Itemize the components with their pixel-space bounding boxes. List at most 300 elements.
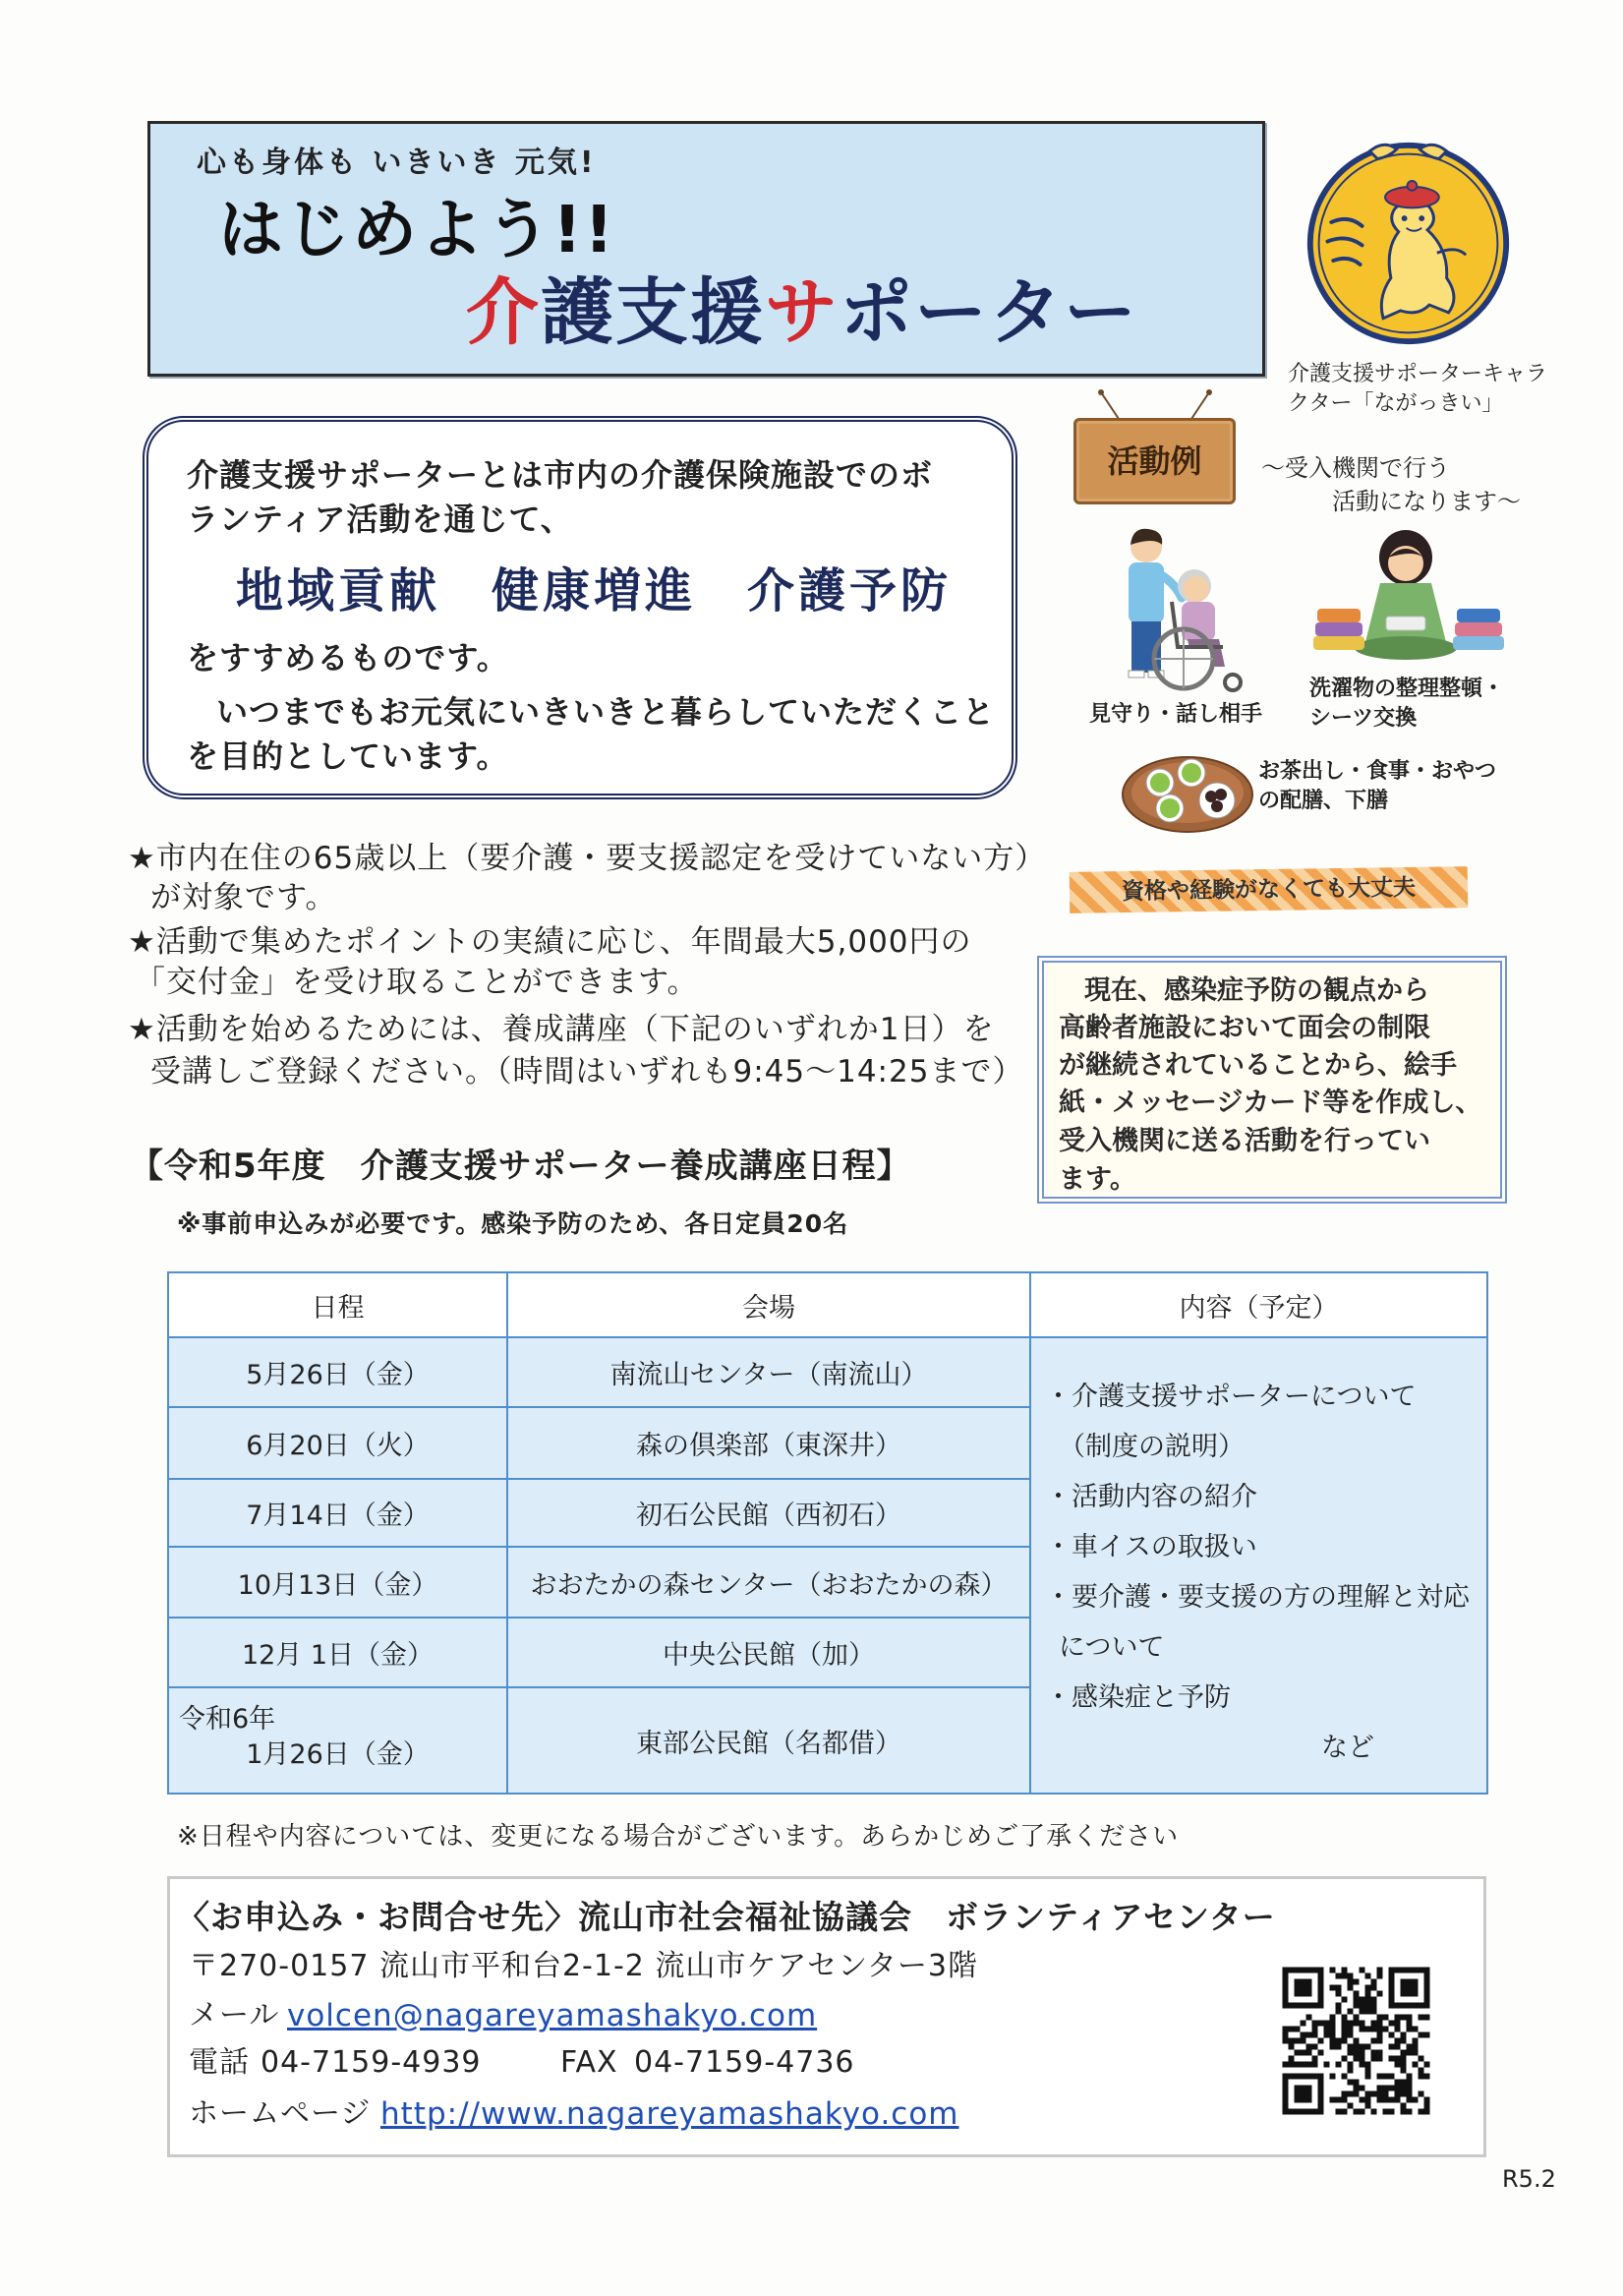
bullet-text: 「交付金」を受け取ることができます。 [135,965,699,1000]
qr-module [1365,2068,1371,2074]
qr-module [1318,2074,1324,2080]
qr-module [1306,2062,1312,2068]
qr-module [1407,2074,1413,2080]
qr-module [1424,2003,1430,2009]
qr-module [1401,2109,1407,2115]
qr-module [1283,2032,1289,2038]
qr-module [1336,1985,1342,1991]
qr-module [1354,2086,1360,2091]
qr-module [1306,2091,1312,2097]
qr-module [1395,2038,1401,2044]
content-item: について [1059,1632,1165,1663]
qr-module [1377,2074,1383,2080]
qr-module [1330,2027,1336,2032]
mascot-caption: クター「ながっきい」 [1288,391,1504,416]
qr-module [1318,1973,1324,1979]
qr-module [1401,1979,1407,1985]
qr-module [1360,2056,1365,2062]
qr-module [1342,2032,1348,2038]
content-list [1031,1338,1486,1773]
qr-module [1365,2103,1371,2109]
mascot-illustration [1303,138,1514,349]
qr-module [1424,2032,1430,2038]
qr-module [1407,1979,1413,1985]
qr-module [1360,2044,1365,2050]
qr-module [1295,1985,1301,1991]
table-row [168,1337,1487,1407]
qr-module [1413,2097,1419,2103]
qr-module [1283,1991,1289,1997]
qr-module [1377,2032,1383,2038]
qr-module [1371,1997,1377,2003]
qr-module [1289,2038,1295,2044]
notice-text: 受入機関に送る活動を行ってい [1059,1126,1430,1156]
qr-module [1371,2027,1377,2032]
qr-module [1306,2086,1312,2091]
bullet-text: ★活動を始めるためには、養成講座（下記のいずれか1日）を [128,1012,995,1047]
qr-module [1283,1997,1289,2003]
schedule-footnote: ※日程や内容については、変更になる場合がございます。あらかじめご了承ください [177,1822,1180,1852]
qr-module [1324,2032,1330,2038]
qr-module [1389,2097,1395,2103]
qr-module [1419,2056,1424,2062]
title-part: ポーター [840,270,1138,355]
qr-module [1312,2032,1318,2038]
qr-module [1318,2097,1324,2103]
email-link[interactable]: volcen@nagareyamashakyo.com [287,1998,818,2033]
qr-module [1342,1997,1348,2003]
qr-module [1377,2056,1383,2062]
qr-module [1407,2003,1413,2009]
qr-module [1424,1997,1430,2003]
qr-module [1407,2091,1413,2097]
venue-cell: おおたかの森センター（おおたかの森） [507,1547,1030,1618]
qr-module [1283,2086,1289,2091]
qr-module [1324,2027,1330,2032]
table-header-row [168,1272,1487,1337]
bullet-text: 受講しご登録ください。（時間はいずれも9:45～14:25まで） [150,1054,1024,1089]
headline: はじめよう!! [218,192,616,267]
qr-module [1348,1985,1354,1991]
content-item: ・感染症と予防 [1045,1682,1231,1713]
venue-cell: 初石公民館（西初石） [507,1479,1030,1547]
contact-address: 〒270-0157 流山市平和台2-1-2 流山市ケアセンター3階 [189,1949,979,1983]
date-year: 令和6年 [179,1704,276,1735]
qr-module [1395,2062,1401,2068]
qr-module [1377,2050,1383,2056]
qr-module [1289,2044,1295,2050]
qr-module [1401,1968,1407,1973]
qr-module [1377,2091,1383,2097]
intro-text: いつまでもお元気にいきいきと暮らしていただくこと [216,693,996,731]
qr-module [1360,2027,1365,2032]
qr-module [1301,2097,1306,2103]
qr-module [1283,1979,1289,1985]
qr-module [1283,2062,1289,2068]
qr-module [1401,2068,1407,2074]
qr-module [1419,2091,1424,2097]
qr-module [1306,2074,1312,2080]
qr-module [1407,2109,1413,2115]
qr-module [1336,2097,1342,2103]
qr-module [1312,2109,1318,2115]
qr-module [1354,1997,1360,2003]
phone-label: 電話 [189,2045,250,2080]
qr-module [1312,2056,1318,2062]
qr-module [1324,2062,1330,2068]
qr-module [1365,2044,1371,2050]
venue-cell: 森の倶楽部（東深井） [507,1407,1030,1479]
qr-module [1401,2032,1407,2038]
qr-module [1401,2062,1407,2068]
qr-module [1283,2038,1289,2044]
qr-module [1306,1968,1312,1973]
qr-module [1424,1973,1430,1979]
qr-module [1301,2032,1306,2038]
date-cell [168,1687,507,1794]
qr-module [1295,2062,1301,2068]
qr-module [1318,1985,1324,1991]
qr-module [1289,2003,1295,2009]
qr-module [1424,2103,1430,2109]
fax-label: FAX [560,2045,618,2080]
qr-module [1360,2009,1365,2015]
qr-module [1365,1985,1371,1991]
qr-module [1289,2109,1295,2115]
qr-module [1419,2015,1424,2021]
qr-module [1301,2091,1306,2097]
qr-module [1306,2109,1312,2115]
qr-module [1413,1991,1419,1997]
qr-module [1342,2109,1348,2115]
qr-module [1383,2074,1389,2080]
qr-module [1424,1985,1430,1991]
qr-code[interactable] [1280,1965,1432,2117]
qr-module [1295,2050,1301,2056]
qr-module [1401,2003,1407,2009]
qr-module [1283,1985,1289,1991]
qr-module [1289,2056,1295,2062]
qr-module [1348,2021,1354,2027]
qr-module [1389,2044,1395,2050]
activity-caption: 見守り・話し相手 [1089,702,1263,727]
content-cell [1030,1337,1487,1794]
qr-module [1318,2091,1324,2097]
qr-module [1389,1973,1395,1979]
qr-module [1371,2050,1377,2056]
qr-module [1306,2044,1312,2050]
qr-module [1389,2021,1395,2027]
qr-module [1306,1991,1312,1997]
qr-module [1283,2027,1289,2032]
bullet-text: ★市内在住の65歳以上（要介護・要支援認定を受けていない方） [128,841,1047,876]
qr-module [1401,1985,1407,1991]
qr-module [1401,2015,1407,2021]
qr-module [1301,1991,1306,1997]
qr-module [1348,1973,1354,1979]
qr-module [1342,2074,1348,2080]
qr-module [1389,1985,1395,1991]
qr-module [1365,2027,1371,2032]
qr-module [1407,2050,1413,2056]
qr-module [1365,2062,1371,2068]
date-text: 1月26日（金） [246,1739,430,1770]
qr-module [1342,1968,1348,1973]
qr-module [1377,1973,1383,1979]
qr-module [1407,2027,1413,2032]
qr-module [1318,1991,1324,1997]
qr-module [1301,2062,1306,2068]
qr-module [1283,2074,1289,2080]
qr-module [1318,2103,1324,2109]
qr-module [1354,2056,1360,2062]
qr-module [1318,2109,1324,2115]
qr-module [1389,1991,1395,1997]
date-cell: 6月20日（火） [168,1407,507,1479]
qr-module [1301,2109,1306,2115]
qr-module [1354,1991,1360,1997]
qr-module [1413,1968,1419,1973]
qr-module [1389,2003,1395,2009]
qr-module [1330,1985,1336,1991]
qr-module [1389,2086,1395,2091]
qr-module [1301,2038,1306,2044]
qr-module [1306,2097,1312,2103]
venue-cell: 東部公民館（名都借） [507,1687,1030,1794]
qr-module [1354,2050,1360,2056]
qr-module [1295,2027,1301,2032]
qr-module [1395,2091,1401,2097]
intro-text: をすすめるものです。 [187,639,509,677]
qr-module [1413,1985,1419,1991]
qr-module [1283,2080,1289,2086]
qr-module [1342,2038,1348,2044]
qr-module [1354,2109,1360,2115]
qr-module [1383,2015,1389,2021]
qr-module [1413,2050,1419,2056]
qr-module [1312,1968,1318,1973]
title-part: サ [765,270,840,355]
qr-module [1413,2027,1419,2032]
mascot-caption: 介護支援サポーターキャラ [1288,362,1548,386]
qr-module [1354,2015,1360,2021]
qr-module [1383,2097,1389,2103]
qr-module [1424,1991,1430,1997]
qr-module [1377,2027,1383,2032]
schedule-table [167,1271,1488,1795]
qr-module [1306,2015,1312,2021]
qr-module [1354,2080,1360,2086]
qr-module [1407,1985,1413,1991]
qr-module [1295,2091,1301,2097]
qr-module [1371,1985,1377,1991]
qr-module [1312,2003,1318,2009]
qr-module [1283,2103,1289,2109]
qr-module [1330,2015,1336,2021]
qr-module [1383,2027,1389,2032]
qr-module [1354,2038,1360,2044]
tea-tray-illustration [1119,739,1256,838]
notice-text: 紙・メッセージカード等を作成し、 [1059,1088,1482,1118]
qr-module [1371,2109,1377,2115]
qr-module [1295,2086,1301,2091]
qr-module [1371,2009,1377,2015]
qr-module [1424,1968,1430,1973]
title-part: 介 [466,270,541,355]
homepage-link[interactable]: http://www.nagareyamashakyo.com [380,2096,959,2132]
intro-keywords: 地域貢献 健康増進 介護予防 [236,563,953,618]
qr-module [1395,1968,1401,1973]
qr-module [1419,2032,1424,2038]
qr-module [1330,2021,1336,2027]
qr-module [1377,2097,1383,2103]
qr-module [1348,2027,1354,2032]
qr-module [1342,1973,1348,1979]
notice-text: が継続されていることから、絵手 [1059,1050,1457,1081]
qr-module [1289,2027,1295,2032]
qr-module [1342,2056,1348,2062]
qr-module [1395,2044,1401,2050]
qr-module [1301,1968,1306,1973]
qr-module [1365,2009,1371,2015]
phone-number: 04-7159-4939 [261,2045,482,2080]
qr-module [1295,2109,1301,2115]
qr-module [1336,2038,1342,2044]
qr-module [1360,2003,1365,2009]
qr-module [1407,2021,1413,2027]
qr-module [1424,2015,1430,2021]
qr-module [1371,2038,1377,2044]
qr-module [1289,2074,1295,2080]
qr-module [1342,2027,1348,2032]
qr-module [1283,1968,1289,1973]
qr-module [1301,2021,1306,2027]
qr-module [1407,2086,1413,2091]
qr-module [1295,1968,1301,1973]
qr-module [1312,2044,1318,2050]
qr-module [1407,2080,1413,2086]
qr-module [1354,2044,1360,2050]
email-label: メール [189,1998,280,2032]
qr-module [1336,1973,1342,1979]
venue-cell: 南流山センター（南流山） [507,1337,1030,1407]
qr-module [1342,2097,1348,2103]
qr-module [1312,2027,1318,2032]
qr-module [1295,2038,1301,2044]
qr-module [1365,2074,1371,2080]
activity-caption: の配膳、下膳 [1258,789,1389,813]
no-qualification-tape: 資格や経験がなくても大丈夫 [1070,866,1469,913]
qr-module [1389,1979,1395,1985]
qr-module [1283,2109,1289,2115]
qr-module [1413,2044,1419,2050]
qr-module [1389,2074,1395,2080]
qr-module [1371,2056,1377,2062]
notice-text: ます。 [1059,1164,1136,1195]
qr-module [1354,2003,1360,2009]
qr-module [1371,2003,1377,2009]
qr-module [1301,2074,1306,2080]
main-title [466,269,1138,356]
qr-module [1289,1968,1295,1973]
qr-module [1342,2091,1348,2097]
qr-module [1377,1968,1383,1973]
qr-module [1330,2032,1336,2038]
qr-module [1289,2062,1295,2068]
qr-module [1407,1968,1413,1973]
qr-module [1401,2103,1407,2109]
qr-module [1401,1991,1407,1997]
qr-module [1306,1985,1312,1991]
activity-sign: 活動例 [1073,418,1236,504]
qr-module [1306,2003,1312,2009]
qr-module [1283,1973,1289,1979]
qr-module [1413,2003,1419,2009]
qr-module [1395,2086,1401,2091]
column-header-date: 日程 [168,1272,507,1337]
qr-module [1383,2091,1389,2097]
qr-module [1377,2086,1383,2091]
qr-module [1336,2044,1342,2050]
qr-module [1354,1979,1360,1985]
activity-note: ～受入機関で行う [1261,454,1450,482]
date-cell: 5月26日（金） [168,1337,507,1407]
qr-module [1295,1979,1301,1985]
qr-module [1377,1991,1383,1997]
qr-module [1318,2003,1324,2009]
qr-module [1336,2109,1342,2115]
qr-module [1419,1968,1424,1973]
column-header-content: 内容（予定） [1030,1272,1487,1337]
content-item: ・車イスの取扱い [1045,1532,1257,1562]
qr-module [1365,1973,1371,1979]
qr-module [1360,2021,1365,2027]
qr-module [1318,2050,1324,2056]
qr-module [1283,2097,1289,2103]
qr-module [1348,2103,1354,2109]
qr-module [1348,2009,1354,2015]
qr-module [1301,2086,1306,2091]
qr-module [1306,2050,1312,2056]
qr-module [1395,2015,1401,2021]
qr-module [1318,1979,1324,1985]
qr-module [1348,2080,1354,2086]
qr-module [1360,2062,1365,2068]
activity-caption: シーツ交換 [1309,706,1418,731]
qr-module [1295,1991,1301,1997]
qr-module [1312,2021,1318,2027]
qr-module [1377,2038,1383,2044]
qr-module [1342,2021,1348,2027]
qr-module [1336,2062,1342,2068]
qr-module [1413,1979,1419,1985]
qr-module [1401,2080,1407,2086]
column-header-venue: 会場 [507,1272,1030,1337]
qr-module [1407,2097,1413,2103]
qr-module [1301,1979,1306,1985]
qr-module [1312,2074,1318,2080]
title-part: 護支援 [541,270,765,355]
qr-module [1365,2091,1371,2097]
qr-module [1342,2015,1348,2021]
qr-module [1336,2003,1342,2009]
content-item: ・介護支援サポーターについて [1045,1382,1417,1412]
qr-module [1401,2056,1407,2062]
laundry-folding-illustration [1307,526,1509,664]
qr-module [1395,2021,1401,2027]
qr-module [1401,2038,1407,2044]
qr-module [1407,1991,1413,1997]
